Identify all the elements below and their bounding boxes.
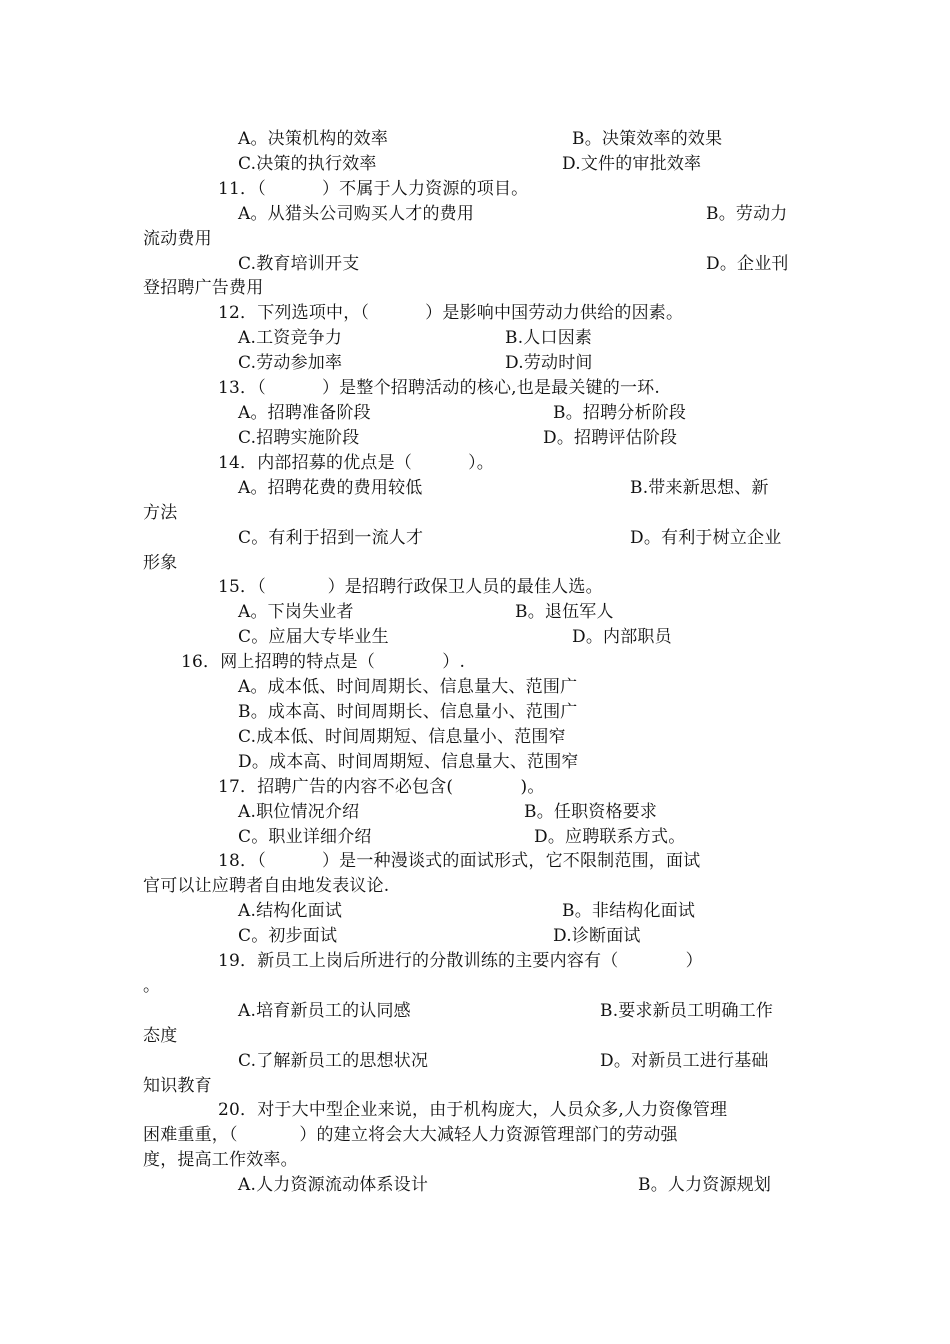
wrapped-text: 困难重重，（ ）的建立将会大大减轻人力资源管理部门的劳动强: [143, 1125, 678, 1145]
option-b-text: B。成本高、时间周期长、信息量小、范围广: [238, 702, 578, 722]
question-15: 15．（ ）是招聘行政保卫人员的最佳人选。: [218, 577, 603, 597]
option-c-text: C。职业详细介绍: [238, 827, 372, 847]
question-17: 17．招聘广告的内容不必包含( )。: [218, 777, 545, 797]
option-b-text: B。任职资格要求: [524, 802, 658, 822]
question-13: 13．（ ）是整个招聘活动的核心,也是最关键的一环.: [218, 378, 660, 398]
option-a-text: A。招聘花费的费用较低: [238, 478, 423, 498]
wrapped-text: 方法: [143, 503, 178, 523]
option-c-text: C。应届大专毕业生: [238, 627, 389, 647]
option-a-text: A.职位情况介绍: [238, 802, 360, 822]
option-b-text: B。非结构化面试: [562, 901, 696, 921]
option-a-text: A。招聘准备阶段: [238, 403, 371, 423]
option-a-text: A。成本低、时间周期长、信息量大、范围广: [238, 677, 578, 697]
wrapped-text: 度，提高工作效率。: [143, 1150, 298, 1170]
wrapped-text: 形象: [143, 553, 178, 573]
option-a-text: A。决策机构的效率: [238, 129, 389, 149]
option-d-text: D。对新员工进行基础: [600, 1051, 769, 1071]
wrapped-text: 。: [143, 976, 161, 996]
option-d-text: D.文件的审批效率: [562, 154, 702, 174]
option-a-text: A。从猎头公司购买人才的费用: [238, 204, 475, 224]
option-c-text: C。有利于招到一流人才: [238, 528, 424, 548]
option-b-text: B.人口因素: [505, 328, 593, 348]
question-14: 14．内部招募的优点是（ ）。: [218, 453, 494, 473]
wrapped-text: 态度: [143, 1026, 178, 1046]
question-18: 18．（ ）是一种漫谈式的面试形式，它不限制范围，面试: [218, 851, 701, 871]
option-d-text: D。内部职员: [572, 627, 672, 647]
option-c-text: C.决策的执行效率: [238, 154, 377, 174]
option-b-text: B。人力资源规划: [638, 1175, 772, 1195]
option-d-text: D.劳动时间: [505, 353, 593, 373]
option-d-text: D.诊断面试: [553, 926, 641, 946]
option-a-text: A.结构化面试: [238, 901, 343, 921]
option-c-text: C.教育培训开支: [238, 254, 360, 274]
question-19: 19．新员工上岗后所进行的分散训练的主要内容有（ ）: [218, 951, 703, 971]
option-a-text: A。下岗失业者: [238, 602, 354, 622]
option-c-text: C。初步面试: [238, 926, 338, 946]
option-c-text: C.招聘实施阶段: [238, 428, 360, 448]
option-a-text: A.培育新员工的认同感: [238, 1001, 411, 1021]
question-16: 16．网上招聘的特点是（ ）.: [181, 652, 466, 672]
option-b-text: B。劳动力: [706, 204, 788, 224]
question-12: 12．下列选项中，（ ）是影响中国劳动力供给的因素。: [218, 303, 684, 323]
wrapped-text: 登招聘广告费用: [143, 278, 264, 298]
question-20: 20．对于大中型企业来说，由于机构庞大，人员众多,人力资像管理: [218, 1100, 728, 1120]
option-d-text: D。应聘联系方式。: [534, 827, 686, 847]
question-11: 11．（ ）不属于人力资源的项目。: [218, 179, 529, 199]
option-c-text: C.了解新员工的思想状况: [238, 1051, 429, 1071]
option-b-text: B.带来新思想、新: [630, 478, 769, 498]
wrapped-text: 官可以让应聘者自由地发表议论.: [143, 876, 390, 896]
option-a-text: A.工资竞争力: [238, 328, 343, 348]
wrapped-text: 知识教育: [143, 1076, 212, 1096]
option-d-text: D。成本高、时间周期短、信息量大、范围窄: [238, 752, 579, 772]
option-c-text: C.劳动参加率: [238, 353, 343, 373]
option-a-text: A.人力资源流动体系设计: [238, 1175, 429, 1195]
option-d-text: D。有利于树立企业: [630, 528, 782, 548]
option-d-text: D。企业刊: [706, 254, 789, 274]
option-c-text: C.成本低、时间周期短、信息量小、范围窄: [238, 727, 566, 747]
option-b-text: B。招聘分析阶段: [553, 403, 687, 423]
wrapped-text: 流动费用: [143, 229, 212, 249]
option-b-text: B.要求新员工明确工作: [600, 1001, 774, 1021]
option-b-text: B。决策效率的效果: [572, 129, 723, 149]
option-b-text: B。退伍军人: [515, 602, 614, 622]
option-d-text: D。招聘评估阶段: [543, 428, 678, 448]
